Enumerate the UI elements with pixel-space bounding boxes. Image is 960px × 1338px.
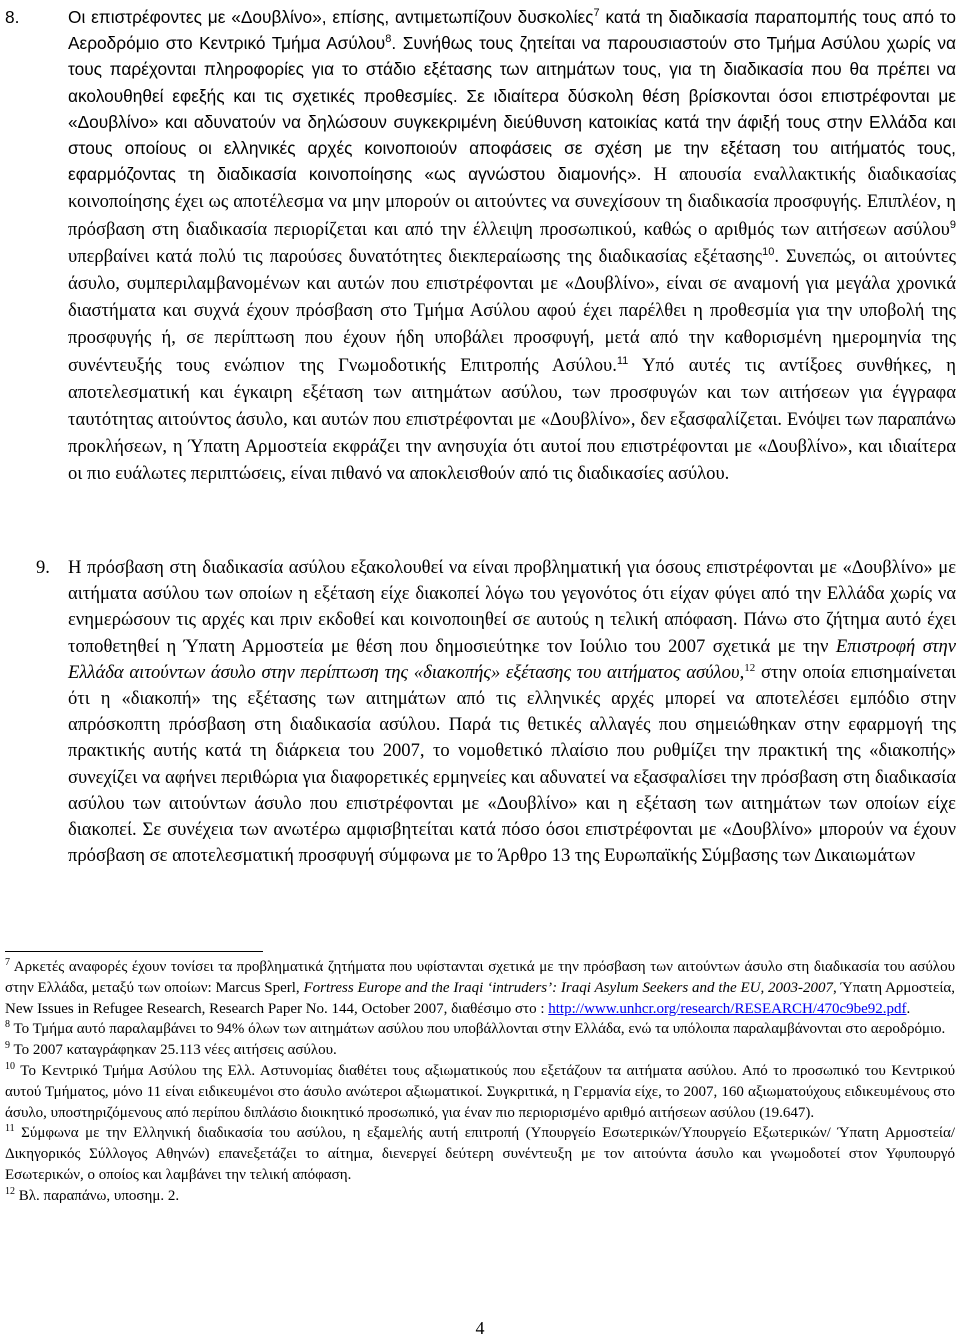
paragraph-8-text-1: Οι επιστρέφοντες με «Δουβλίνο», επίσης, αντιμετωπίζουν δυσκολίες <box>68 7 594 27</box>
paragraph-8-text-4: Η απουσία εναλλακτικής διαδικασίας κοινοποίησης έχει ως αποτέλεσμα να μην μπορούν οι αιτούντες να συνεχίσουν τη διαδικασία προσφυγής. Επιπλέον, η πρόσβαση στη διαδικασία περιορίζεται και από την έλλειψη προσωπικού, καθώς ο αριθμός των αιτήσεων ασύλου <box>68 164 956 240</box>
footnote-text: Βλ. παραπάνω, υποσημ. 2. <box>15 1187 180 1204</box>
footnote-ref-11[interactable]: 11 <box>616 354 629 367</box>
footnote-number: 9 <box>5 1040 10 1052</box>
footnote-text: . <box>906 1000 911 1017</box>
paragraph-9 <box>68 555 956 869</box>
footnote-ref-9[interactable]: 9 <box>949 218 956 231</box>
footnotes <box>5 957 955 1207</box>
footnote-text: Αρκετές αναφορές έχουν τονίσει τα προβληματικά ζητήματα που υφίστανται σχετικά με την πρόσβαση των αιτούντων άσυλο στη διαδικασία του ασύλου στην Ελλάδα, μεταξύ των οποίων: Marcus Sperl, <box>5 959 955 996</box>
cited-title: Fortress Europe and the Iraqi ‘intruders’: Iraqi Asylum Seekers and the EU, 2003-2007 <box>303 979 833 996</box>
footnote-11 <box>5 1123 955 1185</box>
footnote-ref-12[interactable]: 12 <box>744 661 756 674</box>
footnote-separator <box>5 951 263 952</box>
paragraph-8-text-2: κατά τη διαδικασία παραπομπής τους από το Αεροδρόμιο στο Κεντρικό Τμήμα Ασύλου <box>68 7 956 54</box>
unhcr-research-link[interactable]: http://www.unhcr.org/research/RESEARCH/470c9be92.pdf <box>548 1000 907 1017</box>
paragraph-9-text-2: , <box>739 661 745 683</box>
paragraph-8-text-7: Υπό αυτές τις αντίξοες συνθήκες, η αποτελεσματική και έγκαιρη εξέταση των αιτημάτων ασύλου, των προσφυγών και των αιτήσεων για έγγραφα ταυτότητας αιτούντος άσυλο, και αυτών που επιστρέφονται με «Δουβλίνο», δεν εξασφαλίζεται. Ενόψει των παραπάνω προκλήσεων, η Ύπατη Αρμοστεία εκφράζει την ανησυχία ότι αυτοί που επιστρέφονται με «Δουβλίνο», και ιδιαίτερα οι πιο ευάλωτες περιπτώσεις, είναι πιθανό να αποκλεισθούν από τις διαδικασίες ασύλου. <box>68 354 956 485</box>
footnote-7 <box>5 957 955 1019</box>
page-number: 4 <box>475 1318 485 1338</box>
footnote-10 <box>5 1061 955 1123</box>
footnote-text: Το Κεντρικό Τμήμα Ασύλου της Ελλ. Αστυνομίας διαθέτει τους αξιωματικούς που εξετάζουν τα αιτήματα ασύλου. Από το προσωπικό του Κεντρικού αυτού Τμήματος, μόνο 11 είναι ειδικευμένοι στο άσυλο ανώτεροι αξιωματικοί. Συγκριτικά, η Γερμανία είχε, το 2007, 160 αξιωματούχους ειδικευμένους στο άσυλο, υποστηριζόμενους από περίπου διπλάσιο διοικητικό προσωπικό, για έναν πιο περιορισμένο αριθμό αιτήσεων ασύλου (19.647). <box>5 1062 955 1121</box>
footnote-number: 7 <box>5 957 10 968</box>
footnote-number: 8 <box>5 1019 10 1031</box>
footnote-number: 10 <box>5 1060 15 1072</box>
footnote-text: , Ύπατη Αρμοστεία, New Issues in Refugee Research, Research Paper No. 144, October 2007, διαθέσιμο στο : <box>5 979 955 1017</box>
footnote-text: Το Τμήμα αυτό παραλαμβάνει το 94% όλων των αιτημάτων ασύλου που υποβάλλονται στην Ελλάδα, ενώ τα υπόλοιπα παραλαμβάνονται στο αεροδρόμιο. <box>10 1021 946 1038</box>
footnote-ref-8[interactable]: 8 <box>385 33 392 46</box>
footnote-ref-10[interactable]: 10 <box>762 246 775 259</box>
footnote-8 <box>5 1019 955 1040</box>
paragraph-8-text-5: υπερβαίνει κατά πολύ τις παρούσες δυνατότητες διεκπεραίωσης της διαδικασίας εξέτασης <box>68 245 763 267</box>
footnote-number: 12 <box>5 1185 15 1197</box>
footnote-number: 11 <box>5 1123 15 1135</box>
paragraph-9-number: 9. <box>36 557 50 578</box>
paragraph-8-text-3: . Συνήθως τους ζητείται να παρουσιαστούν στο Τμήμα Ασύλου χωρίς να τους παρέχονται πληροφορίες για το στάδιο εξέτασης των αιτημάτων τους, για τη διαδικασία που θα πρέπει να ακολουθηθεί εφεξής και τις σχετικές προθεσμίες. Σε ιδιαίτερα δύσκολη θέση βρίσκονται όσοι επιστρέφονται με «Δουβλίνο» και αδυνατούν να δηλώσουν συγκεκριμένη διεύθυνση κατοικίας κατά την άφιξή τους στην Ελλάδα και στους οποίους οι ελληνικές αρχές κοινοποιούν αποφάσεις σε σχέση με την εξέταση του αιτήματός τους, εφαρμόζοντας τη διαδικασία κοινοποίησης «ως αγνώστου διαμονής». <box>68 33 956 185</box>
footnote-9 <box>5 1040 955 1061</box>
footnote-ref-7[interactable]: 7 <box>593 7 600 20</box>
footnote-text: Το 2007 καταγράφηκαν 25.113 νέες αιτήσεις ασύλου. <box>10 1042 337 1059</box>
paragraph-8-number: 8. <box>5 7 20 27</box>
publication-title: Επιστροφή στην Ελλάδα αιτούντων άσυλο στην περίπτωση της «διακοπής» εξέτασης του αιτήματος ασύλου <box>68 635 956 683</box>
paragraph-9-text-1: Η πρόσβαση στη διαδικασία ασύλου εξακολουθεί να είναι προβληματική για όσους επιστρέφονται με «Δουβλίνο» με αιτήματα ασύλου των οποίων η εξέταση είχε διακοπεί λόγω του γεγονότος ότι είχαν φύγει από την Ελλάδα χωρίς να ενημερώσουν τις αρχές και πριν εκδοθεί και κοινοποιηθεί σε αυτούς η τελική απόφαση. Πάνω στο ζήτημα αυτό έχει τοποθετηθεί η Ύπατη Αρμοστεία με θέση που δημοσιεύτηκε τον Ιούλιο του 2007 σχετικά με την <box>68 557 956 657</box>
footnote-12 <box>5 1186 955 1207</box>
footnote-text: Σύμφωνα με την Ελληνική διαδικασία του ασύλου, η εξαμελής αυτή επιτροπή (Υπουργείο Εσωτερικών/Υπουργείο Εξωτερικών/ Ύπατη Αρμοστεία/Δικηγορικός Σύλλογος Αθηνών) επανεξετάζει το αίτημα, διενεργεί δεύτερη συνέντευξη με τον αιτούντα άσυλο και γνωμοδοτεί στον Υφυπουργό Εσωτερικών, ο οποίος και λαμβάνει την τελική απόφαση. <box>5 1125 955 1183</box>
paragraph-8 <box>68 4 956 488</box>
paragraph-9-text-3: στην οποία επισημαίνεται ότι η «διακοπή» της εξέτασης των αιτημάτων από τις ελληνικές αρχές μπορεί να αποτελέσει εμπόδιο στην απρόσκοπτη πρόσβαση στη διαδικασία ασύλου. Παρά τις θετικές αλλαγές που σημειώθηκαν στην εφαρμογή της πρακτικής αυτής κατά τη διάρκεια του 2007, το νομοθετικό πλαίσιο που ρυθμίζει την πρακτική της «διακοπής» συνεχίζει να αφήνει περιθώρια για διαφορετικές ερμηνείες και αδυνατεί να εξασφαλίσει την πρόσβαση στη διαδικασία ασύλου των αιτούντων άσυλο που επιστρέφονται με «Δουβλίνο» και η εξέταση των αιτημάτων των οποίων είχε διακοπεί. Σε συνέχεια των ανωτέρω αμφισβητείται κατά πόσο όσοι επιστρέφονται με «Δουβλίνο» μπορούν να έχουν πρόσβαση σε αποτελεσματική προσφυγή σύμφωνα με το Άρθρο 13 της Ευρωπαϊκής Σύμβασης των Δικαιωμάτων <box>68 661 956 867</box>
paragraph-8-text-6: . Συνεπώς, οι αιτούντες άσυλο, συμπεριλαμβανομένων και αυτών που επιστρέφονται με «Δουβλίνο», είναι σε αναμονή για μεγάλα χρονικά διαστήματα και συχνά έχουν πρόσβαση στο Τμήμα Ασύλου αφού έχει παρέλθει η προθεσμία για την υποβολή της προσφυγής ή, σε περίπτωση που έχουν ήδη υποβάλει προσφυγή, μετά από την καθορισμένη ημερομηνία της συνέντευξής τους ενώπιον της Γνωμοδοτικής Επιτροπής Ασύλου. <box>68 245 957 376</box>
